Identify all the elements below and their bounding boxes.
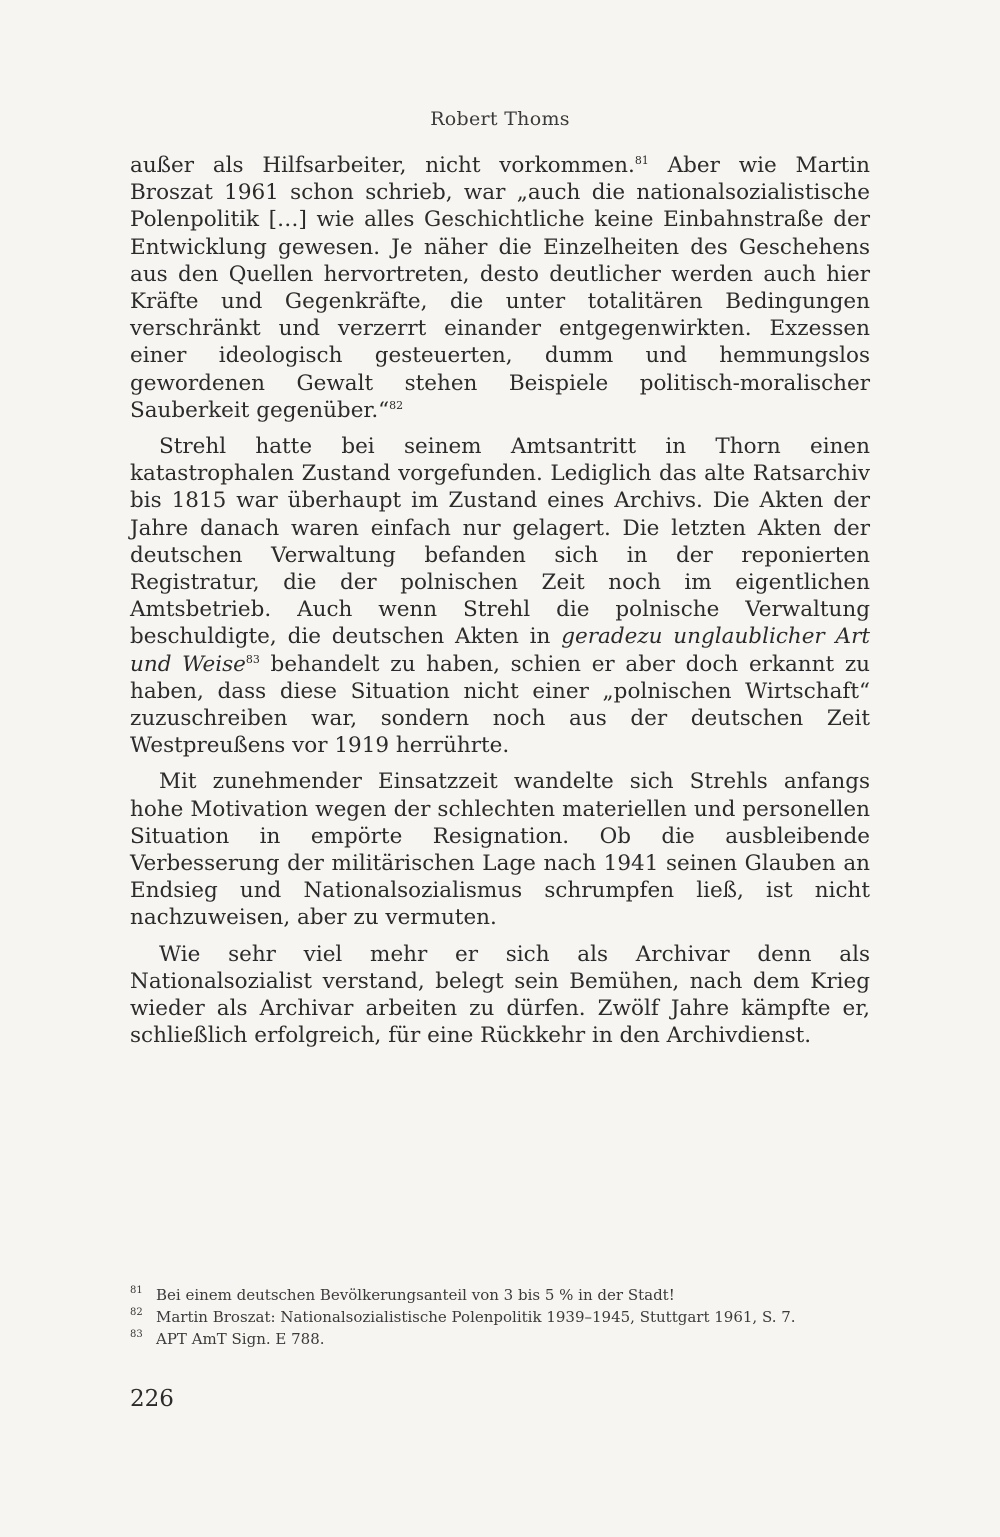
quoted-phrase: geradezu unglaublicher Art und Weise	[130, 624, 870, 677]
footnotes	[130, 1284, 870, 1350]
running-head: Robert Thoms	[430, 108, 570, 130]
paragraph-2	[130, 433, 870, 759]
paragraph-3: Mit zunehmender Einsatzzeit wandelte sich Strehls anfangs hohe Motivation wegen der schlechten materiellen und personellen Situation in empörte Resignation. Ob die ausbleibende Verbesserung der militärischen Lage nach 1941 seinen Glauben an Endsieg und Nationalsozialismus schrumpfen ließ, ist nicht nachzuweisen, aber zu vermuten.	[130, 769, 870, 931]
footnote-83	[130, 1328, 870, 1350]
footnote-ref-81[interactable]: 81	[634, 154, 649, 167]
footnote-number: 83	[130, 1329, 143, 1340]
footnote-number: 82	[130, 1307, 143, 1318]
body-text	[130, 152, 870, 1050]
paragraph-1	[130, 152, 870, 424]
footnote-ref-82[interactable]: 82	[389, 398, 404, 412]
footnote-text: APT AmT Sign. E 788.	[156, 1330, 325, 1348]
page-number: 226	[130, 1386, 174, 1412]
paragraph-text: behandelt zu haben, schien er aber doch erkannt zu haben, dass diese Situation nicht einer „polnischen Wirtschaft“ zuzuschreiben war, sondern noch aus der deutschen Zeit Westpreußens vor 1919 herrührte.	[130, 651, 870, 759]
paragraph-text: Strehl hatte bei seinem Amtsantritt in Thorn einen katastrophalen Zustand vorgefunden. Lediglich das alte Ratsarchiv bis 1815 war überhaupt im Zustand eines Archivs. Die Akten der Jahre danach waren einfach nur gelagert. Die letzten Akten der deutschen Verwaltung befanden sich in der reponierten Registratur, die der polnischen Zeit noch im eigentlichen Amtsbetrieb. Auch wenn Strehl die polnische Verwaltung beschuldigte, die deutschen Akten in	[130, 434, 870, 650]
paragraph-text: außer als Hilfsarbeiter, nicht vorkommen.	[130, 153, 635, 178]
footnote-81	[130, 1284, 870, 1306]
footnote-ref-83[interactable]: 83	[245, 652, 260, 666]
paragraph-text: Aber wie Martin Broszat 1961 schon schrieb, war „auch die nationalsozialistische Polenpolitik […] wie alles Geschichtliche keine Einbahnstraße der Entwicklung gewesen. Je näher die Einzelheiten des Geschehens aus den Quellen hervortreten, desto deutlicher werden auch hier Kräfte und Gegenkräfte, die unter totalitären Bedingungen verschränkt und verzerrt einander entgegenwirkten. Exzessen einer ideologisch gesteuerten, dumm und hemmungslos gewordenen Gewalt stehen Beispiele politisch-moralischer Sauberkeit gegenüber.“	[130, 153, 870, 423]
footnote-number: 81	[130, 1285, 143, 1296]
footnote-text: Martin Broszat: Nationalsozialistische Polenpolitik 1939–1945, Stuttgart 1961, S. 7.	[156, 1308, 796, 1326]
footnote-82	[130, 1306, 870, 1328]
paragraph-4: Wie sehr viel mehr er sich als Archivar denn als Nationalsozialist verstand, belegt sein Bemühen, nach dem Krieg wieder als Archivar arbeiten zu dürfen. Zwölf Jahre kämpfte er, schließlich erfolgreich, für eine Rückkehr in den Archivdienst.	[130, 941, 870, 1049]
footnote-text: Bei einem deutschen Bevölkerungsanteil von 3 bis 5 % in der Stadt!	[156, 1286, 675, 1304]
